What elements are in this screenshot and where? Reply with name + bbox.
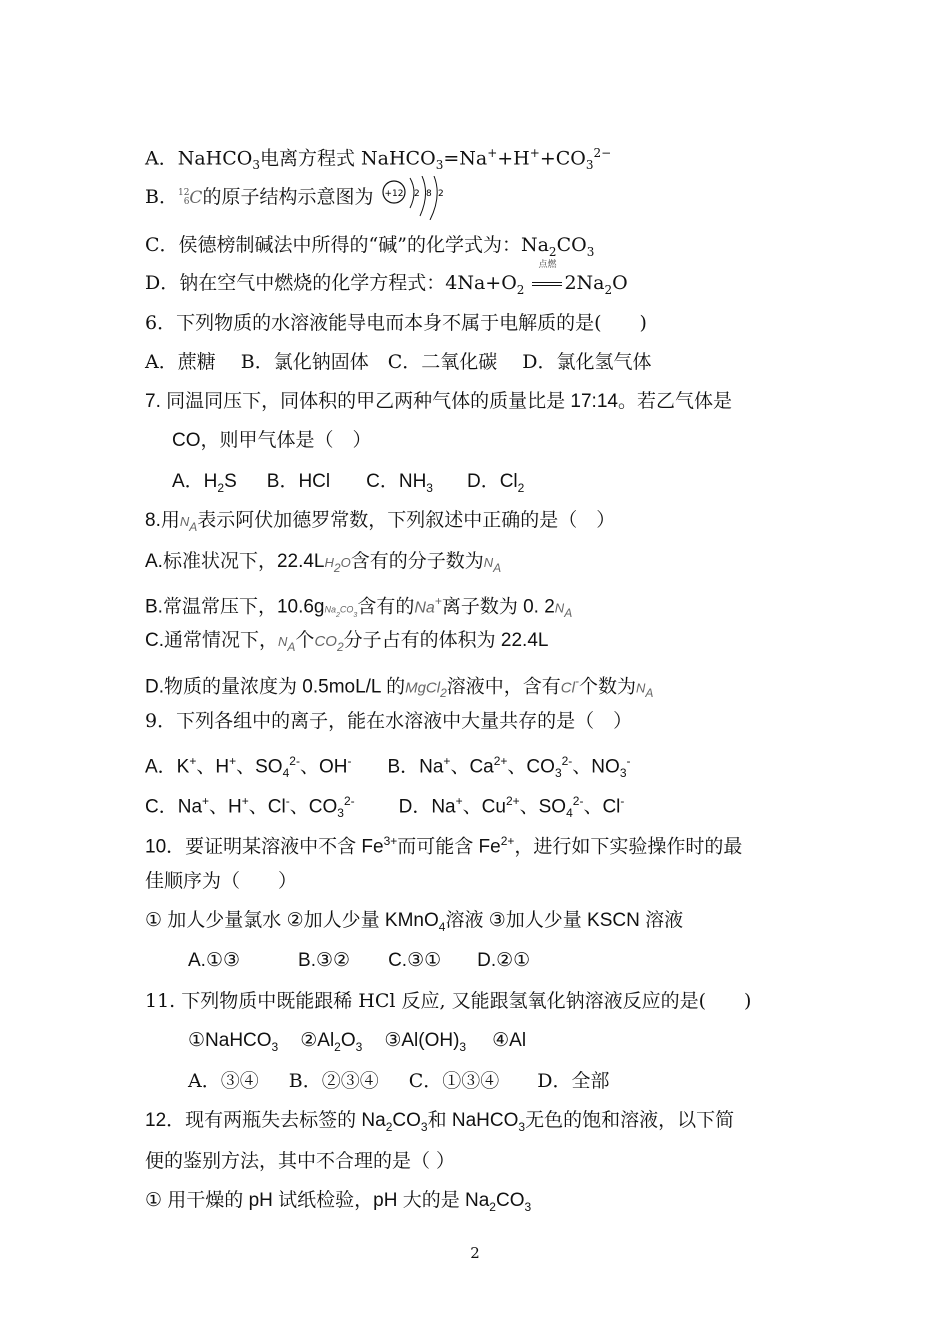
- option-a: A．③④: [188, 1070, 259, 1092]
- subscript: 2: [489, 1199, 496, 1214]
- option-a: A．H: [172, 471, 218, 492]
- formula: H: [324, 555, 334, 570]
- text-segment: S: [224, 471, 237, 492]
- atomic-number: 6: [183, 197, 190, 207]
- subscript: 2: [333, 560, 341, 575]
- equals-sign: [532, 282, 562, 286]
- text-segment: 、H: [209, 796, 242, 818]
- text-segment: 、Cl: [248, 796, 286, 818]
- mass-number: 12: [177, 188, 190, 198]
- question-10-steps: [145, 906, 683, 936]
- subscript: 3: [426, 480, 433, 495]
- question-7-cont: [172, 426, 372, 456]
- question-6-options: [145, 347, 652, 377]
- element-symbol: C: [189, 188, 203, 208]
- superscript: -: [626, 754, 631, 768]
- text-segment: A．K: [145, 756, 190, 778]
- shell-electrons-3: 2: [437, 189, 444, 199]
- subscript: 2: [548, 244, 557, 259]
- subscript: 3: [586, 244, 595, 259]
- text-segment: 分子占有的体积为 22.4L: [343, 630, 549, 651]
- avogadro-symbol: N: [635, 680, 646, 696]
- superscript: 2-: [561, 754, 573, 768]
- avogadro-symbol: N: [554, 600, 565, 616]
- question-7: [145, 387, 732, 417]
- subscript: 2: [440, 686, 447, 701]
- text-segment: 、SO: [519, 796, 567, 818]
- text-segment: 、SO: [236, 756, 283, 778]
- text-segment: C．侯德榜制碱法中所得的“碱”的化学式为：Na: [145, 234, 549, 256]
- question-text: 6．下列物质的水溶液能导电而本身不属于电解质的是( ): [145, 312, 647, 334]
- option-d: D．全部: [537, 1070, 610, 1092]
- nucleus-charge: +12: [384, 189, 403, 199]
- subscript: 2: [336, 612, 340, 620]
- text-segment: 、H: [196, 756, 230, 778]
- text-segment: A.标准状况下，22.4L: [145, 551, 325, 572]
- question-9-options-ab: [145, 746, 631, 781]
- text-segment: CO: [556, 234, 587, 256]
- superscript: +: [443, 754, 451, 768]
- subscript: 2: [334, 1039, 341, 1054]
- text-segment: 离子数为 0. 2: [441, 596, 555, 618]
- subscript: 3: [252, 158, 260, 173]
- subscript: 2: [517, 480, 525, 495]
- text-segment: B．Na: [387, 756, 444, 778]
- option-c: C.③①: [388, 950, 442, 971]
- subscript: A: [564, 606, 573, 621]
- superscript: -: [574, 674, 579, 688]
- text-segment: +CO: [539, 147, 586, 170]
- question-11: [145, 986, 751, 1016]
- question-8-option-b: [145, 586, 573, 621]
- text-segment: D．钠在空气中燃烧的化学方程式：4Na+O: [145, 272, 517, 294]
- subscript: 3: [554, 766, 562, 781]
- option-b: B．HCl: [266, 471, 331, 492]
- formula: CO: [314, 633, 337, 650]
- item-2: ②Al: [300, 1030, 335, 1051]
- superscript: 2-: [343, 794, 355, 808]
- text-segment: B．: [145, 186, 178, 208]
- option-c: C．①③④: [408, 1070, 500, 1092]
- option-d: D．Cl: [466, 471, 518, 492]
- superscript: +: [241, 794, 249, 808]
- text-segment: 含有的分子数为: [350, 551, 484, 572]
- text-segment: C.通常情况下，: [145, 630, 279, 651]
- avogadro-symbol: N: [483, 555, 494, 570]
- question-9: [145, 706, 632, 736]
- option-a: A.①③: [188, 950, 241, 971]
- superscript: -: [347, 754, 352, 768]
- subscript: 4: [438, 919, 446, 934]
- ion: Cl: [560, 679, 575, 697]
- text-segment: 个: [295, 630, 315, 651]
- question-6: [145, 308, 647, 338]
- question-12: [145, 1106, 734, 1136]
- text-segment: ，进行如下实验操作时的最: [514, 836, 743, 858]
- shell-electrons-2: 8: [425, 189, 432, 199]
- item-1: ①NaHCO: [188, 1030, 272, 1051]
- subscript: 3: [459, 1039, 467, 1054]
- subscript: 3: [355, 1039, 363, 1054]
- question-text: 佳顺序为（ ）: [145, 870, 298, 892]
- question-text: 11. 下列物质中既能跟稀 HCl 反应, 又能跟氢氧化钠溶液反应的是( ): [145, 990, 752, 1012]
- option-b: B．②③④: [288, 1070, 379, 1092]
- formula: Na: [324, 604, 337, 615]
- superscript: 2+: [505, 794, 520, 808]
- text-segment: ① 用干燥的 pH 试纸检验，pH 大的是 Na: [145, 1190, 490, 1211]
- question-12-method-1: [145, 1186, 531, 1216]
- question-8-option-a: [145, 547, 501, 577]
- question-8-option-d: [145, 666, 654, 701]
- isotope-label: [178, 189, 189, 207]
- subscript: 3: [619, 766, 627, 781]
- question-8-option-c: [145, 626, 548, 656]
- superscript: +: [202, 794, 210, 808]
- superscript: +: [487, 146, 498, 160]
- text-segment: CO: [392, 1110, 421, 1131]
- question-10-options: [188, 946, 530, 976]
- page-number: 2: [470, 1244, 480, 1262]
- formula: MgCl: [405, 679, 441, 697]
- item-4: ④Al: [492, 1030, 527, 1051]
- text-segment: 、CO: [507, 756, 555, 778]
- subscript: 3: [337, 806, 344, 821]
- superscript: +: [229, 754, 237, 768]
- option-d-sodium-combustion: [145, 260, 628, 298]
- text-segment: 、CO: [289, 796, 338, 818]
- option-b: B.③②: [298, 950, 351, 971]
- subscript: A: [189, 519, 198, 534]
- item-3: ③Al(OH): [384, 1030, 460, 1051]
- text-segment: 无色的饱和溶液，以下简: [525, 1110, 735, 1131]
- text-segment: 、OH: [299, 756, 348, 778]
- text-segment: 、Cu: [462, 796, 506, 818]
- text-segment: C．Na: [145, 796, 203, 818]
- text-segment: 表示阿伏加德罗常数，下列叙述中正确的是（ ）: [197, 510, 616, 531]
- text-segment: 而可能含 Fe: [397, 836, 501, 858]
- superscript: 2+: [493, 754, 508, 768]
- text-segment: O: [612, 272, 628, 294]
- question-text: 7. 同温同压下，同体积的甲乙两种气体的质量比是 17:14。若乙气体是: [145, 391, 732, 412]
- text-segment: D.物质的量浓度为 0.5moL/L 的: [145, 676, 406, 698]
- text-segment: 电离方程式 NaHCO: [260, 147, 436, 170]
- subscript: 2: [604, 282, 613, 297]
- formula: O: [340, 555, 351, 570]
- text-segment: 溶液 ③加人少量 KSCN 溶液: [445, 910, 684, 931]
- options-text: A．蔗糖 B．氯化钠固体 C．二氧化碳 D．氯化氢气体: [145, 351, 652, 373]
- superscript: +: [455, 794, 463, 808]
- superscript: 2-: [289, 754, 300, 768]
- option-c-hou-process: [145, 230, 594, 260]
- text-segment: 个数为: [578, 676, 636, 698]
- text-segment: 、NO: [572, 756, 620, 778]
- subscript: 3: [524, 1199, 532, 1214]
- option-a-nahco3: [145, 138, 612, 173]
- ion: Na: [414, 599, 435, 617]
- question-text: CO，则甲气体是（ ）: [172, 430, 372, 451]
- question-11-options: [188, 1066, 609, 1096]
- text-segment: 12．现有两瓶失去标签的 Na: [145, 1110, 386, 1131]
- superscript: 2+: [500, 834, 515, 848]
- question-11-items: [188, 1026, 526, 1056]
- subscript: 2: [336, 639, 344, 654]
- option-b-atom-structure: [145, 176, 450, 212]
- text-segment: 10．要证明某溶液中不含 Fe: [145, 836, 384, 858]
- subscript: 3: [353, 612, 358, 620]
- text-segment: 、Ca: [450, 756, 494, 778]
- avogadro-symbol: N: [278, 634, 288, 649]
- text-segment: 的原子结构示意图为: [202, 186, 374, 208]
- text-segment: 2Na: [564, 272, 605, 294]
- subscript: 2: [516, 282, 525, 297]
- question-text: 9．下列各组中的离子，能在水溶液中大量共存的是（ ）: [145, 710, 633, 732]
- text-segment: D．Na: [398, 796, 456, 818]
- superscript: -: [285, 794, 290, 808]
- text-segment: 含有的: [357, 596, 415, 618]
- question-9-options-cd: [145, 786, 625, 821]
- superscript: 2−: [593, 146, 612, 160]
- subscript: 4: [566, 806, 573, 821]
- option-c: C．NH: [366, 471, 427, 492]
- superscript: 2-: [572, 794, 584, 808]
- text-segment: B.常温常压下，10.6g: [145, 596, 325, 618]
- subscript: 4: [282, 766, 290, 781]
- subscript: A: [645, 686, 654, 701]
- question-7-options: [172, 467, 524, 497]
- question-10: [145, 826, 742, 856]
- shell-arc-2: [420, 176, 426, 216]
- atom-structure-diagram: [380, 176, 450, 220]
- subscript: 3: [420, 1119, 428, 1134]
- text-segment: 、Cl: [583, 796, 621, 818]
- superscript: 3+: [383, 834, 398, 848]
- question-8: [145, 506, 615, 536]
- text-segment: =Na: [443, 147, 488, 170]
- superscript: +: [529, 146, 540, 160]
- text-segment: O: [340, 1030, 356, 1051]
- shell-electrons-1: 2: [413, 189, 420, 199]
- text-segment: 和 NaHCO: [427, 1110, 519, 1131]
- question-10-cont: [145, 866, 297, 896]
- subscript: 3: [585, 158, 594, 173]
- subscript: 2: [217, 480, 225, 495]
- subscript: 3: [435, 158, 444, 173]
- text-segment: +H: [497, 147, 530, 170]
- text-segment: CO: [495, 1190, 525, 1211]
- condition-text: 点燃: [538, 260, 557, 270]
- text-segment: A．NaHCO: [145, 147, 253, 170]
- reaction-condition: [530, 260, 564, 298]
- question-text: 便的鉴别方法，其中不合理的是（ ）: [145, 1150, 456, 1172]
- subscript: 3: [271, 1039, 279, 1054]
- formula: CO: [339, 604, 354, 615]
- subscript: A: [493, 560, 502, 575]
- superscript: +: [189, 754, 197, 768]
- question-12-cont: [145, 1146, 455, 1176]
- option-d: D.②①: [477, 950, 531, 971]
- subscript: 3: [518, 1119, 526, 1134]
- subscript: A: [287, 639, 296, 654]
- subscript: 2: [385, 1119, 393, 1134]
- avogadro-symbol: N: [179, 514, 190, 529]
- text-segment: 8.用: [145, 510, 180, 531]
- superscript: +: [434, 594, 442, 608]
- text-segment: 溶液中，含有: [446, 676, 561, 698]
- text-segment: ① 加人少量氯水 ②加人少量 KMnO: [145, 910, 439, 931]
- superscript: -: [620, 794, 625, 808]
